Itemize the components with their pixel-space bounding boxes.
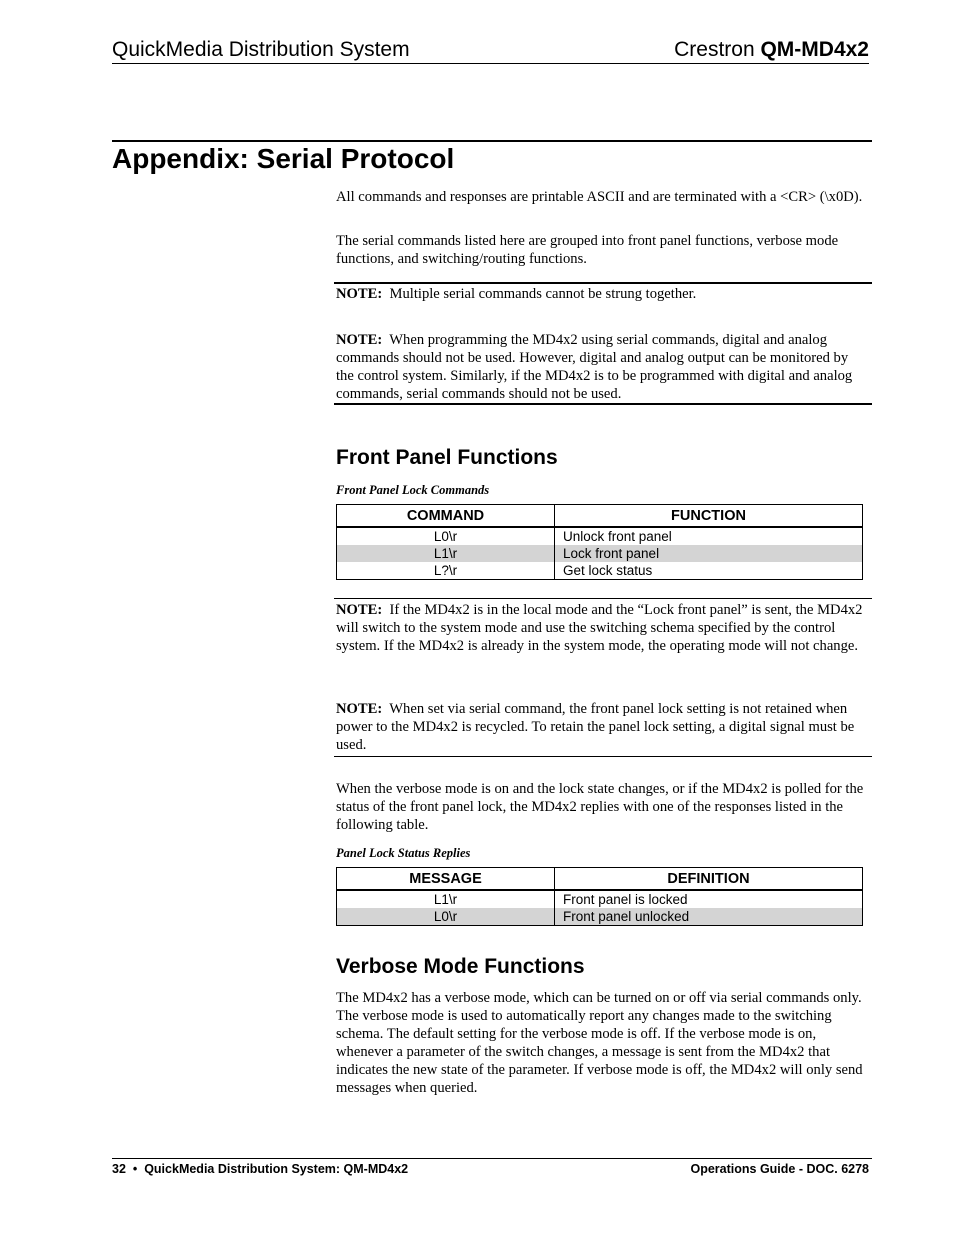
table-caption-lock-status: Panel Lock Status Replies: [336, 846, 471, 860]
footer-doc-reference: Operations Guide - DOC. 6278: [690, 1162, 869, 1176]
page-title: Appendix: Serial Protocol: [112, 143, 455, 174]
bullet-separator: •: [132, 1162, 138, 1176]
table-header-row: [337, 505, 863, 528]
header-model: QM-MD4x2: [760, 38, 869, 61]
verbose-mode-paragraph: The MD4x2 has a verbose mode, which can be turned on or off via serial commands only. The verbose mode is used to automatically report any changes made to the switching schema. The default setting for the verbose mode is off. If the verbose mode is on, whenever a parameter of the switch changes, a message is sent from the MD4x2 that indicates the new state of the parameter. If verbose mode is off, the MD4x2 will only send messages when queried.: [336, 990, 863, 1096]
footer-rule: [112, 1158, 872, 1159]
command-cell: L1\r: [337, 545, 555, 562]
table-caption-lock-commands: Front Panel Lock Commands: [336, 483, 490, 497]
note-multiple-commands: [336, 285, 868, 303]
note-block-bottom-rule: [334, 756, 872, 757]
command-cell: L?\r: [337, 562, 555, 580]
function-cell: Get lock status: [555, 562, 863, 580]
header-brand: Crestron: [674, 38, 761, 61]
definition-cell: Front panel unlocked: [555, 908, 863, 926]
function-cell: Unlock front panel: [555, 527, 863, 545]
table-row: [337, 562, 863, 580]
column-header-definition: DEFINITION: [555, 868, 863, 891]
note-label: NOTE:: [336, 701, 383, 717]
note-label: NOTE:: [336, 602, 383, 618]
command-cell: L0\r: [337, 527, 555, 545]
column-header-message: MESSAGE: [337, 868, 555, 891]
section-heading-front-panel: Front Panel Functions: [336, 446, 558, 469]
front-panel-lock-commands-table: [336, 504, 863, 580]
table-row: [337, 545, 863, 562]
note-label: NOTE:: [336, 286, 383, 302]
note-label: NOTE:: [336, 332, 383, 348]
note-text: Multiple serial commands cannot be strung together.: [389, 286, 697, 302]
note-programming: [336, 331, 868, 403]
panel-lock-status-table: [336, 867, 863, 926]
footer-document-title: QuickMedia Distribution System: QM-MD4x2: [144, 1162, 409, 1176]
intro-paragraph-2: The serial commands listed here are grouped into front panel functions, verbose mode functions, and switching/routing functions.: [336, 233, 839, 267]
note-text: When programming the MD4x2 using serial commands, digital and analog commands should not be used. However, digital and analog output can be monitored by the control system. Similarly, if the MD4x2 is to be programmed with digital and analog commands, serial commands should not be used.: [336, 332, 853, 402]
section-heading-verbose-mode: Verbose Mode Functions: [336, 955, 585, 978]
function-cell: Lock front panel: [555, 545, 863, 562]
column-header-command: COMMAND: [337, 505, 555, 528]
table-header-row: [337, 868, 863, 891]
lock-status-intro-paragraph: When the verbose mode is on and the lock state changes, or if the MD4x2 is polled for the status of the front panel lock, the MD4x2 replies with one of the responses listed in the following table.: [336, 781, 864, 833]
table-row: [337, 908, 863, 926]
page-number: 32: [112, 1162, 126, 1176]
definition-cell: Front panel is locked: [555, 890, 863, 908]
note-lock-not-retained: [336, 700, 868, 754]
header-rule: [112, 63, 869, 64]
footer-left: [112, 1162, 408, 1176]
note-text: When set via serial command, the front panel lock setting is not retained when power to the MD4x2 is recycled. To retain the panel lock setting, a digital signal must be used.: [336, 701, 855, 753]
intro-paragraph-1: All commands and responses are printable ASCII and are terminated with a <CR> (\x0D).: [336, 189, 863, 205]
table-row: [337, 890, 863, 908]
title-rule: [112, 140, 872, 142]
table-row: [337, 527, 863, 545]
note-block-bottom-rule: [334, 403, 872, 405]
note-block-top-rule: [334, 598, 872, 599]
running-header-title: QuickMedia Distribution System: [112, 38, 410, 61]
running-header-product: [674, 38, 869, 62]
column-header-function: FUNCTION: [555, 505, 863, 528]
message-cell: L1\r: [337, 890, 555, 908]
note-block-top-rule: [334, 282, 872, 284]
note-local-mode: [336, 601, 868, 655]
message-cell: L0\r: [337, 908, 555, 926]
note-text: If the MD4x2 is in the local mode and the “Lock front panel” is sent, the MD4x2 will switch to the system mode and use the switching schema specified by the control system. If the MD4x2 is already in the system mode, the operating mode will not change.: [336, 602, 863, 654]
